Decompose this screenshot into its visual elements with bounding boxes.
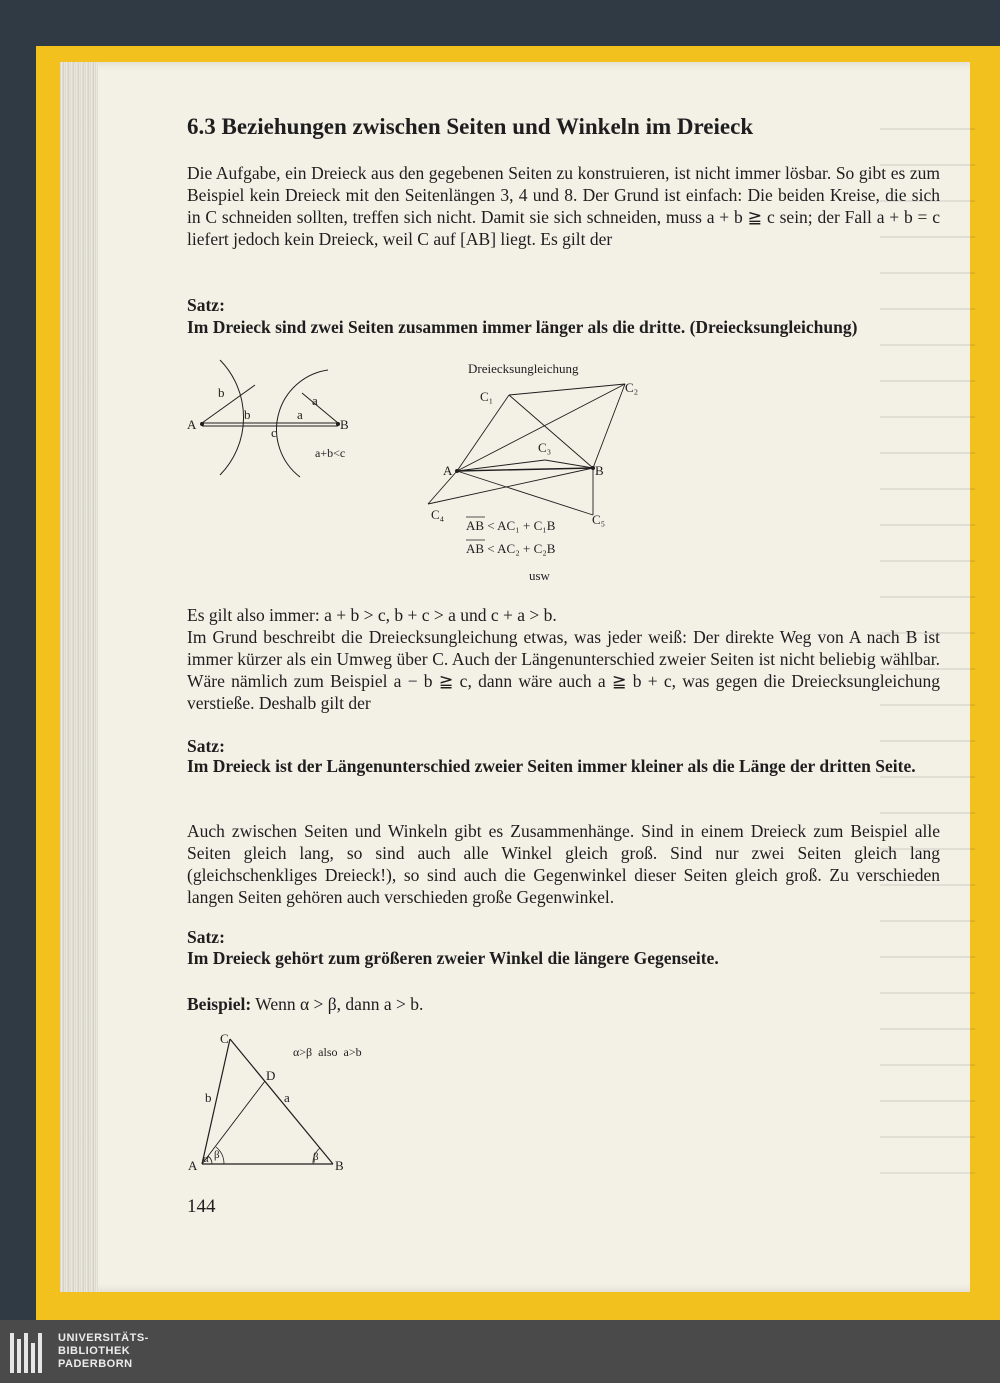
theorem1-text: Im Dreieck sind zwei Seiten zusammen immer länger als die dritte. (Dreiecksungleichung) — [187, 317, 858, 337]
theorem3-label: Satz: — [187, 927, 225, 947]
fig3-label-a: a — [284, 1090, 290, 1105]
page-number: 144 — [187, 1196, 216, 1217]
example-text: Wenn α > β, dann a > b. — [255, 994, 424, 1014]
fig1-label-c: c — [271, 425, 277, 440]
intro-paragraph: Die Aufgabe, ein Dreieck aus den gegebenen Seiten zu konstruieren, ist nicht immer lösbar. So gibt es zum Beispiel kein Dreieck mit den Seitenlängen 3, 4 und 8. Der Grund ist einfach: Die beiden Kreise, die sich in C schneiden sollten, treffen sich nicht. Damit sie sich schneiden, muss a + b ≧ c sein; der Fall a + b = c liefert jedoch kein Dreieck, weil C auf [AB] liegt. Es gilt der — [187, 163, 940, 249]
fig3-label-beta2: β — [313, 1151, 319, 1163]
theorem2-label: Satz: — [187, 736, 225, 756]
fig2-point-B: B — [595, 463, 604, 478]
fig2-point-C3: C₃ — [538, 440, 552, 455]
fig3-label-D: D — [266, 1068, 276, 1083]
figure-triangle-inequality — [425, 358, 655, 588]
paragraph2-body: Im Grund beschreibt die Dreiecksungleichung etwas, was jeder weiß: Der direkte Weg von A nach B ist immer kürzer als ein Umweg über C. Auch der Längenunterschied zweier Seiten ist nicht beliebig wählbar. Wäre nämlich zum Beispiel a − b ≧ c, dann wäre auch a ≧ b + c, was gegen die Dreiecksungleichung verstieße. Deshalb gilt der — [187, 627, 940, 713]
fig3-caption: α>β also a>b — [293, 1045, 362, 1059]
example-label: Beispiel: — [187, 994, 252, 1014]
fig1-label-A: A — [187, 417, 197, 432]
fig2-point-A: A — [443, 463, 453, 478]
fig2-point-C1: C₁ — [480, 389, 494, 404]
theorem3-text: Im Dreieck gehört zum größeren zweier Winkel die längere Gegenseite. — [187, 948, 719, 968]
theorem2-text: Im Dreieck ist der Längenunterschied zweier Seiten immer kleiner als die Länge der dritten Seite. — [187, 756, 916, 776]
fig2-point-C2: C₂ — [625, 380, 639, 395]
fig1-label-b-mid: b — [244, 407, 251, 422]
library-logo-line1: UNIVERSITÄTS- — [58, 1332, 149, 1344]
fig3-label-alpha: α — [203, 1153, 209, 1165]
fig1-label-b-top: b — [218, 385, 225, 400]
fig3-label-C: C — [220, 1031, 229, 1046]
paragraph2-line1: Es gilt also immer: a + b > c, b + c > a und c + a > b. — [187, 605, 557, 625]
figure-angle-side — [180, 1030, 410, 1180]
library-logo-line3: PADERBORN — [58, 1358, 133, 1370]
theorem1-label: Satz: — [187, 295, 225, 315]
fig1-label-a-top: a — [312, 393, 318, 408]
footer-bar — [0, 1320, 1000, 1383]
fig2-inequality-2: AB < AC₂ + C₂B — [466, 541, 556, 556]
paragraph3: Auch zwischen Seiten und Winkeln gibt es Zusammenhänge. Sind in einem Dreieck zum Beispiel alle Seiten gleich lang, so sind auch alle Winkel gleich groß. Sind nur zwei Seiten gleich lang (gleichschenkliges Dreieck!), so sind auch die Gegenwinkel dieser Seiten gleich groß. Zu verschieden langen Seiten gehören auch verschieden große Gegenwinkel. — [187, 821, 940, 907]
library-logo-line2: BIBLIOTHEK — [58, 1345, 131, 1357]
fig2-point-C5: C₅ — [592, 512, 606, 527]
fig2-title: Dreiecksungleichung — [468, 361, 579, 376]
fig3-label-b: b — [205, 1090, 212, 1105]
fig3-label-beta: β — [214, 1149, 220, 1161]
fig1-label-B: B — [340, 417, 349, 432]
library-logo-icon — [10, 1333, 46, 1373]
fig2-usw: usw — [529, 568, 550, 583]
fig2-point-C4: C₄ — [431, 507, 445, 522]
fig1-condition: a+b<c — [315, 446, 346, 460]
section-title: 6.3 Beziehungen zwischen Seiten und Winkeln im Dreieck — [187, 114, 754, 139]
fig1-label-a-mid: a — [297, 407, 303, 422]
fig2-inequality-1: AB < AC₁ + C₁B — [466, 518, 556, 533]
figure-circles — [180, 355, 380, 495]
fig3-label-B: B — [335, 1158, 344, 1173]
fig3-label-A: A — [188, 1158, 198, 1173]
page-edges — [60, 62, 98, 1292]
example-row — [187, 993, 423, 1015]
